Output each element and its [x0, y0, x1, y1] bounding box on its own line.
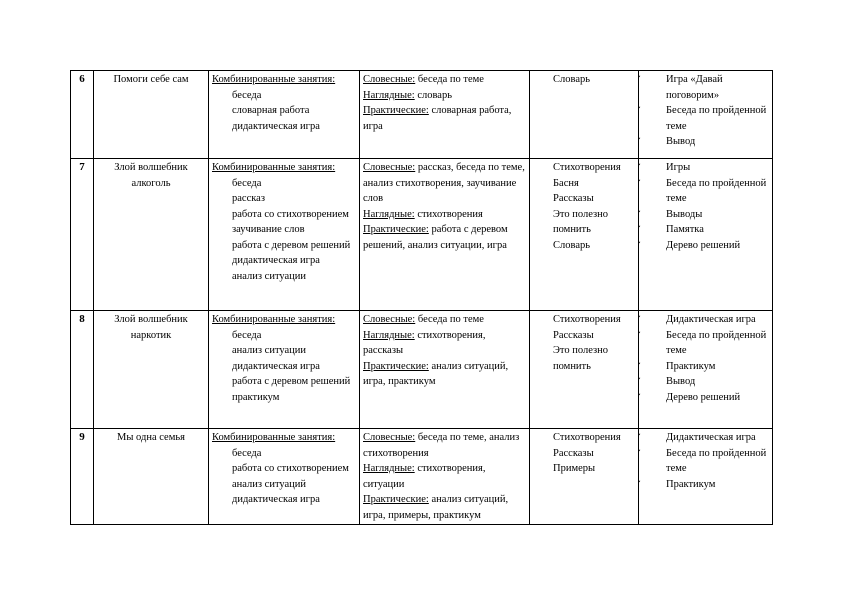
lesson-materials-cell — [530, 311, 639, 429]
method-label: Наглядные: — [363, 208, 415, 220]
lesson-forms-cell — [209, 71, 360, 159]
method-line — [363, 88, 526, 104]
table-row — [71, 429, 773, 525]
method-line — [363, 103, 526, 134]
forms-header: Комбинированные занятия: — [212, 314, 336, 325]
method-text: беседа по теме — [415, 314, 484, 325]
forms-list — [212, 176, 356, 285]
method-label: Наглядные: — [363, 89, 415, 101]
lesson-methods-cell — [360, 429, 530, 525]
lesson-results-cell — [639, 429, 773, 525]
method-text: рассказ, беседа по теме, анализ стихотворения, заучивание слов — [363, 162, 525, 204]
list-item: ✔ Дидактическая игра — [642, 312, 769, 328]
list-item: • дидактическая игра — [212, 253, 356, 269]
lesson-number: 8 — [71, 311, 94, 429]
lesson-results-cell — [639, 311, 773, 429]
list-item: • Басня — [533, 176, 635, 192]
method-text: анализ ситуаций, игра, примеры, практикум — [363, 494, 509, 521]
list-item: ✔ Выводы — [642, 207, 769, 223]
table-row — [71, 71, 773, 159]
list-item: • беседа — [212, 88, 356, 104]
forms-header: Комбинированные занятия: — [212, 432, 336, 443]
materials-list — [533, 72, 635, 88]
method-text: словарная работа, игра — [363, 105, 512, 132]
method-label: Практические: — [363, 360, 429, 372]
list-item: • Рассказы — [533, 328, 635, 344]
list-item: • Стихотворения — [533, 160, 635, 176]
table-row — [71, 159, 773, 311]
method-line — [363, 207, 526, 223]
lesson-materials-cell — [530, 429, 639, 525]
list-item: • беседа — [212, 176, 356, 192]
method-text: беседа по теме, анализ стихотворения — [363, 432, 520, 459]
list-item: • Примеры — [533, 461, 635, 477]
lesson-topic: Мы одна семья — [94, 429, 209, 525]
method-text: стихотворения, ситуации — [363, 463, 486, 490]
method-line — [363, 328, 526, 359]
list-item: ✔ Дерево решений — [642, 390, 769, 406]
method-line — [363, 461, 526, 492]
method-text: анализ ситуаций, игра, практикум — [363, 360, 509, 387]
method-label: Наглядные: — [363, 463, 415, 474]
lesson-methods-cell — [360, 71, 530, 159]
forms-header: Комбинированные занятия: — [212, 74, 336, 85]
materials-list — [533, 312, 635, 374]
method-text: беседа по теме — [415, 74, 484, 85]
lesson-topic: Злой волшебник алкоголь — [94, 159, 209, 311]
lesson-materials-cell — [530, 159, 639, 311]
list-item: ✔ Вывод — [642, 374, 769, 390]
list-item: • работа со стихотворением — [212, 461, 356, 477]
list-item: • работа с деревом решений — [212, 238, 356, 254]
list-item: • беседа — [212, 446, 356, 462]
list-item: • беседа — [212, 328, 356, 344]
list-item: ✔ Дидактическая игра — [642, 430, 769, 446]
results-list — [642, 160, 769, 253]
list-item: • анализ ситуации — [212, 269, 356, 285]
method-line — [363, 430, 526, 461]
lesson-plan-table — [70, 70, 773, 525]
list-item: • Рассказы — [533, 446, 635, 462]
list-item: • Это полезно помнить — [533, 207, 635, 238]
lesson-number: 6 — [71, 71, 94, 159]
lesson-methods-cell — [360, 159, 530, 311]
lesson-forms-cell — [209, 311, 360, 429]
list-item: • работа со стихотворением — [212, 207, 356, 223]
list-item: ✔ Беседа по пройденной теме — [642, 103, 769, 134]
materials-list — [533, 430, 635, 477]
list-item: • дидактическая игра — [212, 359, 356, 375]
list-item: ✔ Практикум — [642, 477, 769, 493]
list-item: • дидактическая игра — [212, 492, 356, 508]
method-text: работа с деревом решений, анализ ситуации, игра — [363, 224, 508, 251]
method-line — [363, 492, 526, 523]
lesson-materials-cell — [530, 71, 639, 159]
list-item: • Стихотворения — [533, 312, 635, 328]
lesson-topic: Помоги себе сам — [94, 71, 209, 159]
forms-list — [212, 446, 356, 508]
list-item: • Словарь — [533, 72, 635, 88]
method-label: Словесные: — [363, 314, 416, 325]
lesson-forms-cell — [209, 159, 360, 311]
lesson-forms-cell — [209, 429, 360, 525]
list-item: • дидактическая игра — [212, 119, 356, 135]
list-item: ✔ Игра «Давай поговорим» — [642, 72, 769, 103]
forms-list — [212, 328, 356, 406]
list-item: • Это полезно помнить — [533, 343, 635, 374]
lesson-number: 7 — [71, 159, 94, 311]
list-item: • словарная работа — [212, 103, 356, 119]
lesson-results-cell — [639, 159, 773, 311]
method-label: Наглядные: — [363, 329, 415, 341]
table-row — [71, 311, 773, 429]
list-item: • заучивание слов — [212, 222, 356, 238]
lesson-number: 9 — [71, 429, 94, 525]
results-list — [642, 312, 769, 405]
method-line — [363, 72, 526, 88]
results-list — [642, 430, 769, 492]
list-item: • Словарь — [533, 238, 635, 254]
list-item: ✔ Вывод — [642, 134, 769, 150]
list-item: • анализ ситуации — [212, 343, 356, 359]
method-label: Словесные: — [363, 162, 416, 173]
list-item: ✔ Беседа по пройденной теме — [642, 176, 769, 207]
method-line — [363, 222, 526, 253]
lesson-topic: Злой волшебник наркотик — [94, 311, 209, 429]
method-text: стихотворения, рассказы — [363, 329, 486, 356]
lesson-methods-cell — [360, 311, 530, 429]
method-label: Практические: — [363, 494, 429, 505]
method-line — [363, 160, 526, 207]
list-item: • Рассказы — [533, 191, 635, 207]
list-item: ✔ Практикум — [642, 359, 769, 375]
lesson-results-cell — [639, 71, 773, 159]
list-item: • практикум — [212, 390, 356, 406]
method-text: стихотворения — [414, 208, 483, 220]
list-item: ✔ Дерево решений — [642, 238, 769, 254]
method-line — [363, 359, 526, 390]
list-item: ✔ Памятка — [642, 222, 769, 238]
list-item: • анализ ситуаций — [212, 477, 356, 493]
list-item: ✔ Беседа по пройденной теме — [642, 328, 769, 359]
list-item: • рассказ — [212, 191, 356, 207]
list-item: • работа с деревом решений — [212, 374, 356, 390]
method-label: Практические: — [363, 105, 429, 116]
list-item: ✔ Беседа по пройденной теме — [642, 446, 769, 477]
method-label: Словесные: — [363, 74, 416, 85]
method-line — [363, 312, 526, 328]
forms-list — [212, 88, 356, 135]
method-label: Практические: — [363, 224, 429, 235]
list-item: • Стихотворения — [533, 430, 635, 446]
method-label: Словесные: — [363, 432, 416, 443]
materials-list — [533, 160, 635, 253]
method-text: словарь — [414, 89, 452, 101]
results-list — [642, 72, 769, 150]
list-item: ✔ Игры — [642, 160, 769, 176]
forms-header: Комбинированные занятия: — [212, 162, 336, 173]
